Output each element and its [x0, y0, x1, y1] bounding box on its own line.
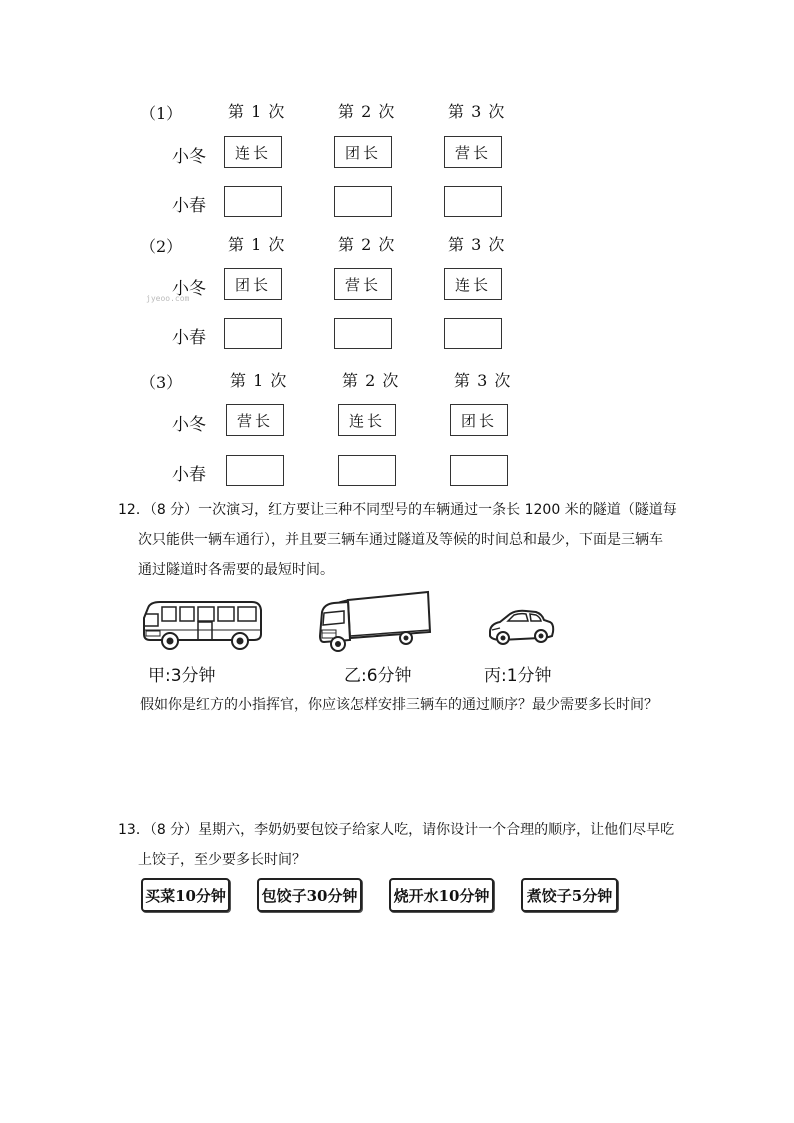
row-label-xiaodong: 小冬: [172, 279, 206, 299]
vehicle-caption-jia: 甲:3分钟: [148, 666, 216, 686]
part-1-label: （1）: [140, 104, 183, 123]
row-label-xiaochun: 小春: [172, 196, 206, 216]
q13-text-line-1: 13．（8 分）星期六，李奶奶要包饺子给家人吃，请你设计一个合理的顺序，让他们尽早吃: [118, 822, 675, 838]
answer-box-given: 营长: [226, 404, 284, 436]
step-make-dumplings: 包饺子30分钟: [257, 878, 362, 912]
q13-text-line-2: 上饺子，至少要多长时间？: [138, 852, 306, 868]
part-3-label: （3）: [140, 373, 183, 392]
answer-box-blank[interactable]: [444, 186, 502, 217]
col-header-3: 第 3 次: [448, 235, 506, 254]
answer-box-blank[interactable]: [224, 318, 282, 349]
vehicle-caption-yi: 乙:6分钟: [344, 666, 412, 686]
row-label-xiaodong: 小冬: [172, 415, 206, 435]
answer-box-blank[interactable]: [334, 318, 392, 349]
answer-box-given: 连长: [444, 268, 502, 300]
col-header-2: 第 2 次: [338, 235, 396, 254]
col-header-1: 第 1 次: [228, 235, 286, 254]
answer-box-given: 连长: [338, 404, 396, 436]
step-boil-water: 烧开水10分钟: [389, 878, 494, 912]
answer-box-given: 团长: [450, 404, 508, 436]
col-header-3: 第 3 次: [448, 102, 506, 121]
col-header-3: 第 3 次: [454, 371, 512, 390]
col-header-2: 第 2 次: [342, 371, 400, 390]
row-label-xiaochun: 小春: [172, 465, 206, 485]
answer-box-given: 连长: [224, 136, 282, 168]
step-cook-dumplings: 煮饺子5分钟: [521, 878, 618, 912]
col-header-1: 第 1 次: [228, 102, 286, 121]
car-icon: [486, 606, 556, 648]
q12-text-line-3: 通过隧道时各需要的最短时间。: [138, 562, 334, 578]
answer-box-blank[interactable]: [450, 455, 508, 486]
answer-box-blank[interactable]: [334, 186, 392, 217]
step-buy-vegetables: 买菜10分钟: [141, 878, 230, 912]
truck-icon: [318, 590, 432, 654]
answer-box-given: 团长: [224, 268, 282, 300]
answer-box-given: 营长: [334, 268, 392, 300]
answer-box-given: 团长: [334, 136, 392, 168]
bus-icon: [140, 596, 264, 652]
col-header-2: 第 2 次: [338, 102, 396, 121]
answer-box-blank[interactable]: [444, 318, 502, 349]
part-2-label: （2）: [140, 237, 183, 256]
answer-box-blank[interactable]: [224, 186, 282, 217]
row-label-xiaodong: 小冬: [172, 147, 206, 167]
q12-question: 假如你是红方的小指挥官，你应该怎样安排三辆车的通过顺序？最少需要多长时间？: [140, 697, 658, 713]
col-header-1: 第 1 次: [230, 371, 288, 390]
answer-box-given: 营长: [444, 136, 502, 168]
q12-text-line-1: 12．（8 分）一次演习，红方要让三种不同型号的车辆通过一条长 1200 米的隧道（隧道每: [118, 502, 677, 518]
q12-text-line-2: 次只能供一辆车通行），并且要三辆车通过隧道及等候的时间总和最少，下面是三辆车: [138, 532, 663, 548]
row-label-xiaochun: 小春: [172, 328, 206, 348]
watermark: jyeoo.com: [146, 294, 190, 303]
vehicle-caption-bing: 丙:1分钟: [484, 666, 552, 686]
answer-box-blank[interactable]: [226, 455, 284, 486]
answer-box-blank[interactable]: [338, 455, 396, 486]
